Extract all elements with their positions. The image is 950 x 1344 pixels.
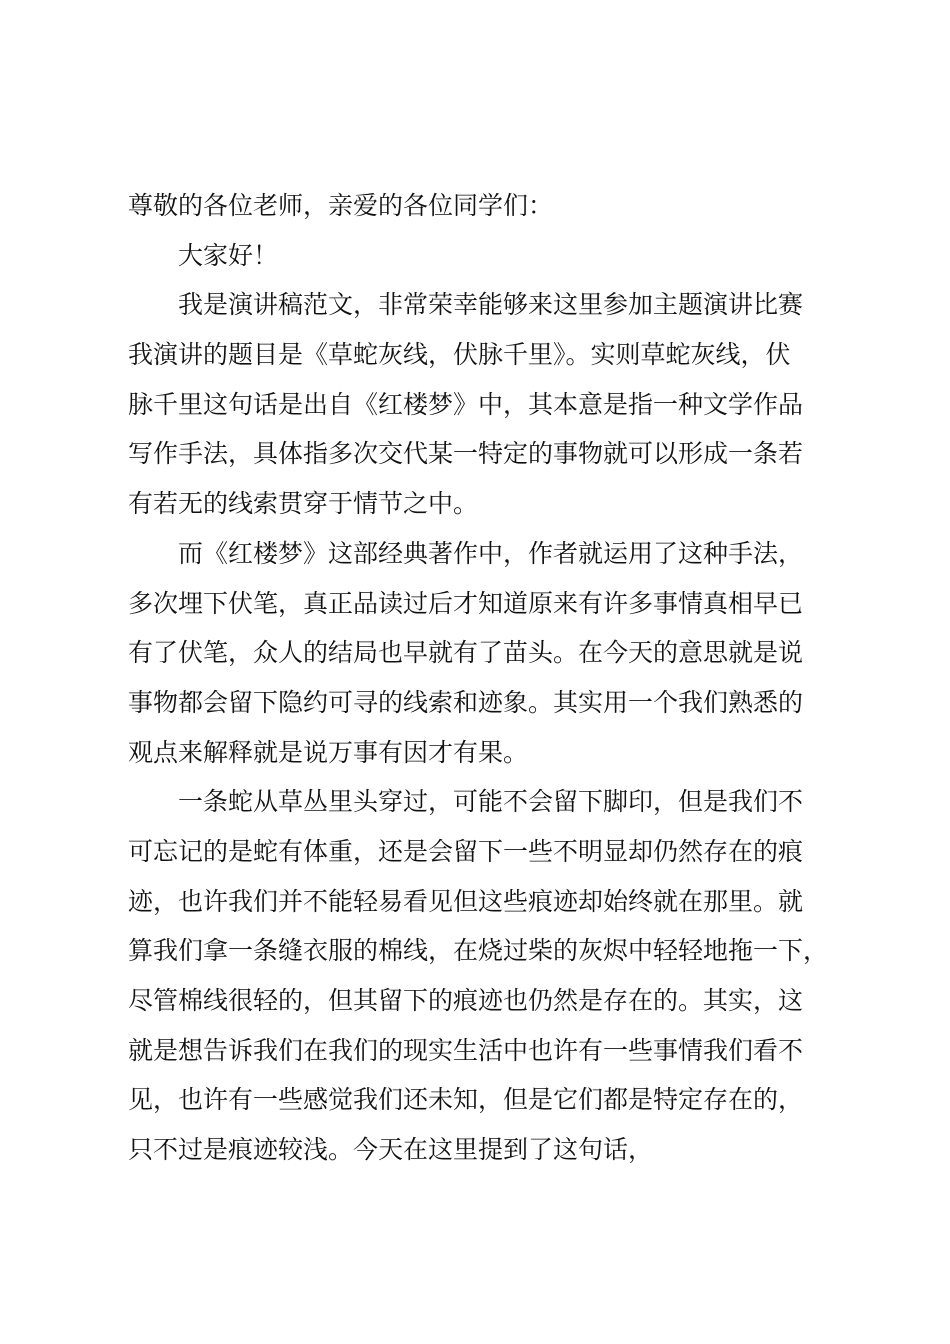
speech-body [128, 181, 848, 1175]
paragraph-line: 脉千里这句话是出自《红楼梦》中，其本意是指一种文学作品 [128, 389, 804, 419]
paragraph-line: 有了伏笔，众人的结局也早就有了苗头。在今天的意思就是说 [128, 638, 804, 668]
paragraph-line: 我是演讲稿范文，非常荣幸能够来这里参加主题演讲比赛 [178, 290, 804, 320]
paragraph-line: 可忘记的是蛇有体重，还是会留下一些不明显却仍然存在的痕 [128, 836, 804, 866]
paragraph-line: 迹，也许我们并不能轻易看见但这些痕迹却始终就在那里。就 [128, 886, 804, 916]
paragraph-3 [128, 777, 848, 1175]
paragraph-line: 一条蛇从草丛里头穿过，可能不会留下脚印，但是我们不 [178, 787, 804, 817]
paragraph-line: 我演讲的题目是《草蛇灰线，伏脉千里》。实则草蛇灰线，伏 [128, 340, 791, 370]
paragraph-line: 就是想告诉我们在我们的现实生活中也许有一些事情我们看不 [128, 1035, 804, 1065]
paragraph-line: 只不过是痕迹较浅。今天在这里提到了这句话， [128, 1135, 654, 1165]
paragraph-2 [128, 529, 848, 777]
greeting-line: 大家好！ [178, 240, 279, 270]
paragraph-line: 写作手法，具体指多次交代某一特定的事物就可以形成一条若 [128, 439, 804, 469]
paragraph-line: 事物都会留下隐约可寻的线索和迹象。其实用一个我们熟悉的 [128, 687, 804, 717]
paragraph-line: 见，也许有一些感觉我们还未知，但是它们都是特定存在的， [128, 1085, 804, 1115]
paragraph-line: 多次埋下伏笔，真正品读过后才知道原来有许多事情真相早已 [128, 588, 804, 618]
paragraph-1 [128, 280, 848, 528]
paragraph-line: 有若无的线索贯穿于情节之中。 [128, 489, 479, 519]
salutation-line: 尊敬的各位老师，亲爱的各位同学们： [128, 191, 554, 220]
paragraph-line: 而《红楼梦》这部经典著作中，作者就运用了这种手法， [178, 538, 804, 568]
paragraph-line: 尽管棉线很轻的，但其留下的痕迹也仍然是存在的。其实，这 [128, 986, 804, 1015]
paragraph-line: 算我们拿一条缝衣服的棉线，在烧过柴的灰烬中轻轻地拖一下， [128, 936, 829, 966]
paragraph-line: 观点来解释就是说万事有因才有果。 [128, 737, 529, 767]
